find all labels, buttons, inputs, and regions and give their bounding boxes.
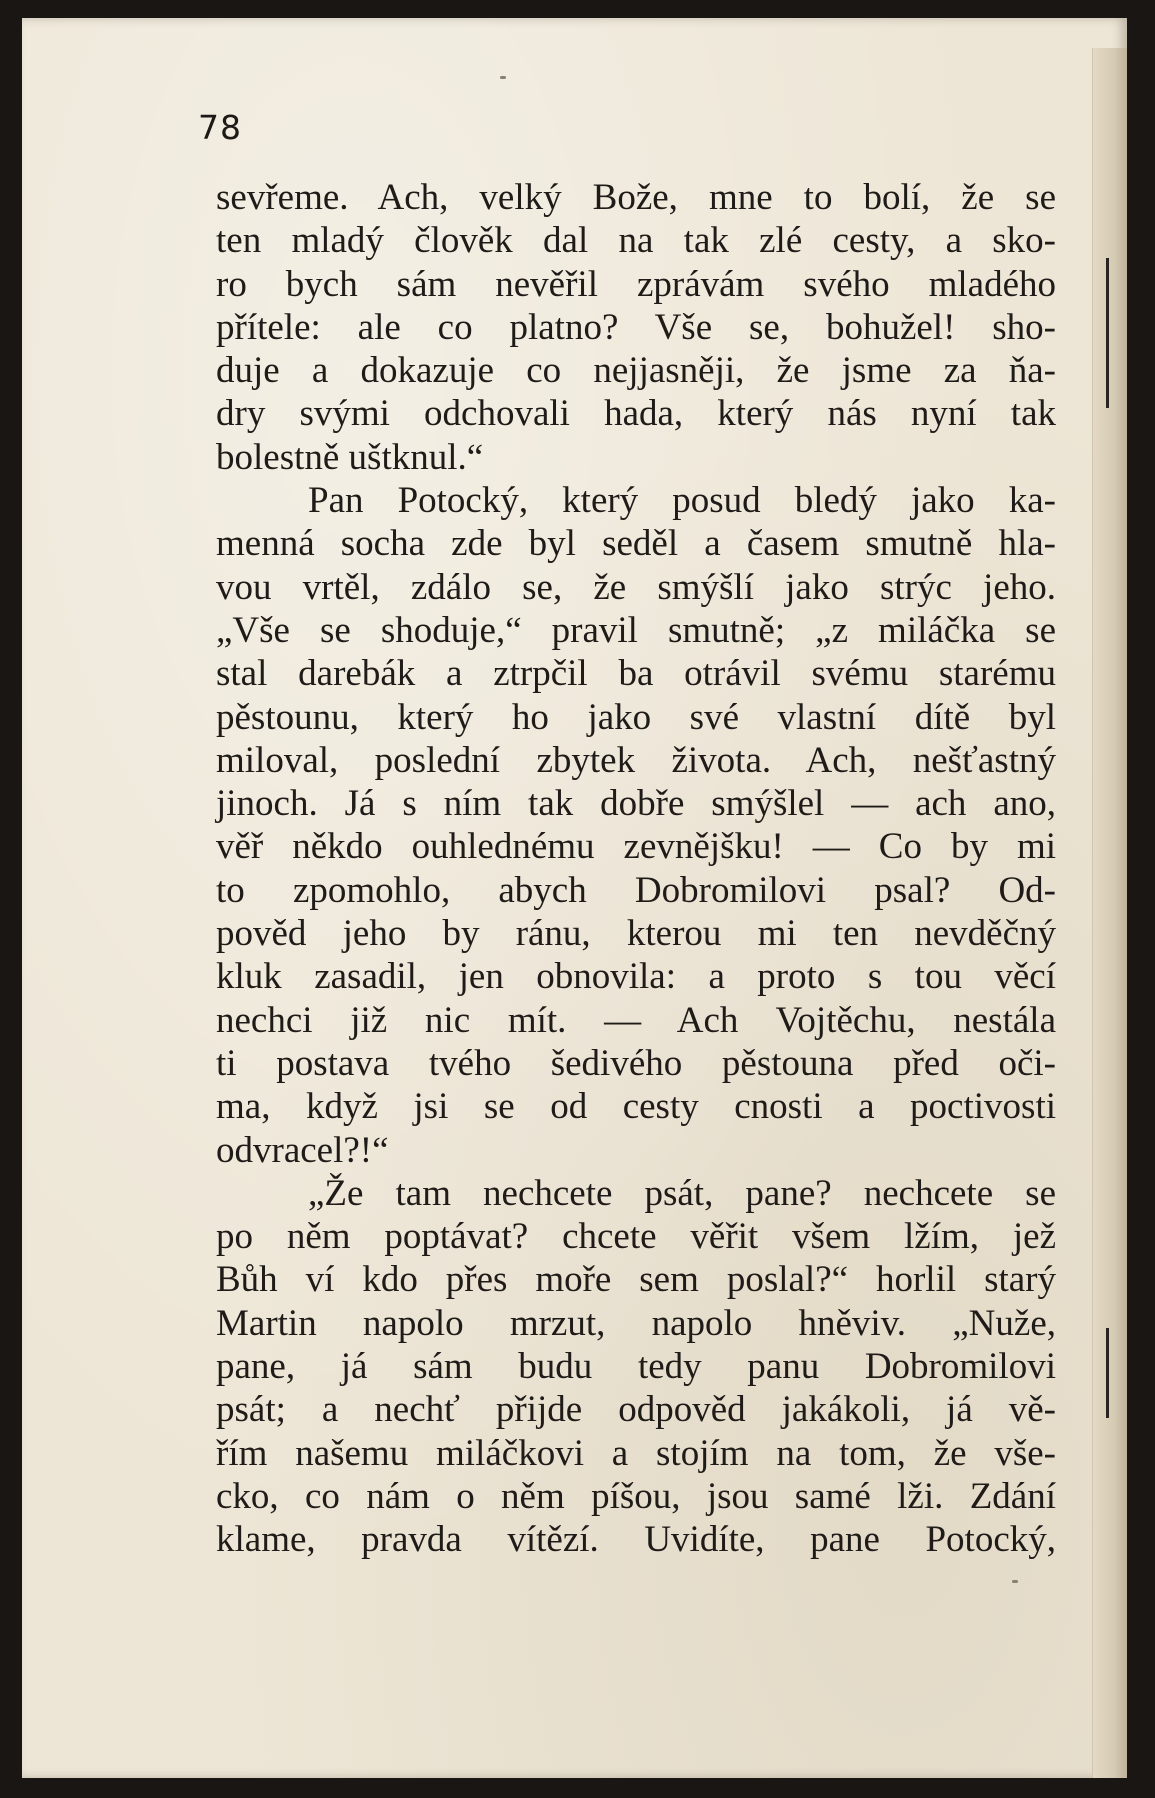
text-line: ti postava tvého šedivého pěstouna před oči- bbox=[216, 1042, 1056, 1084]
text-line: Pan Potocký, který posud bledý jako ka- bbox=[308, 480, 1056, 522]
edge-mark bbox=[1106, 258, 1109, 408]
text-line: řím našemu miláčkovi a stojím na tom, že vše- bbox=[216, 1432, 1056, 1474]
text-line: bolestně uštknul.“ bbox=[216, 436, 484, 478]
text-line: jinoch. Já s ním tak dobře smýšlel — ach ano, bbox=[216, 783, 1056, 825]
text-line: Martin napolo mrzut, napolo hněviv. „Nuže, bbox=[216, 1302, 1056, 1344]
text-line: sevřeme. Ach, velký Bože, mne to bolí, že se bbox=[216, 177, 1056, 218]
text-line: odvracel?!“ bbox=[216, 1129, 389, 1171]
text-line: Bůh ví kdo přes moře sem poslal?“ horlil starý bbox=[216, 1259, 1056, 1301]
text-line: menná socha zde byl seděl a časem smutně hla- bbox=[216, 523, 1056, 565]
paper-speck bbox=[500, 76, 506, 79]
text-line: pane, já sám budu tedy panu Dobromilovi bbox=[216, 1346, 1056, 1388]
page-number: 78 bbox=[198, 108, 242, 147]
text-line: kluk zasadil, jen obnovila: a proto s tou věcí bbox=[216, 956, 1056, 998]
text-line: pěstounu, který ho jako své vlastní dítě byl bbox=[216, 696, 1056, 738]
text-line: klame, pravda vítězí. Uvidíte, pane Potocký, bbox=[216, 1519, 1056, 1561]
text-line: dry svými odchovali hada, který nás nyní tak bbox=[216, 393, 1056, 435]
page-edge bbox=[1092, 48, 1127, 1778]
text-line: psát; a nechť přijde odpověd jakákoli, já vě- bbox=[216, 1389, 1056, 1431]
text-line: to zpomohlo, abych Dobromilovi psal? Od- bbox=[216, 869, 1056, 911]
text-line: nechci již nic mít. — Ach Vojtěchu, nestála bbox=[216, 999, 1056, 1041]
body-text bbox=[216, 176, 1056, 1562]
text-line: přítele: ale co platno? Vše se, bohužel! sho- bbox=[216, 306, 1056, 348]
text-line: po něm poptávat? chcete věřit všem lžím, jež bbox=[216, 1216, 1056, 1258]
paper-speck bbox=[1012, 1580, 1018, 1583]
text-line: věř někdo ouhlednému zevnějšku! — Co by mi bbox=[216, 826, 1056, 868]
edge-mark bbox=[1106, 1328, 1109, 1418]
text-line: cko, co nám o něm píšou, jsou samé lži. Zdání bbox=[216, 1475, 1056, 1517]
text-line: „Vše se shoduje,“ pravil smutně; „z miláčka se bbox=[216, 609, 1056, 651]
text-line: vou vrtěl, zdálo se, že smýšlí jako strýc jeho. bbox=[216, 566, 1056, 608]
text-line: miloval, poslední zbytek života. Ach, nešťastný bbox=[216, 739, 1056, 781]
text-line: ma, když jsi se od cesty cnosti a poctivosti bbox=[216, 1086, 1056, 1128]
text-line: ro bych sám nevěřil zprávám svého mladého bbox=[216, 263, 1056, 305]
text-line: pověd jeho by ránu, kterou mi ten nevděčný bbox=[216, 913, 1056, 955]
text-line: duje a dokazuje co nejjasněji, že jsme za ňa- bbox=[216, 350, 1056, 392]
text-line: „Že tam nechcete psát, pane? nechcete se bbox=[308, 1172, 1056, 1214]
text-line: stal darebák a ztrpčil ba otrávil svému starému bbox=[216, 653, 1056, 695]
text-line: ten mladý člověk dal na tak zlé cesty, a sko- bbox=[216, 220, 1056, 262]
